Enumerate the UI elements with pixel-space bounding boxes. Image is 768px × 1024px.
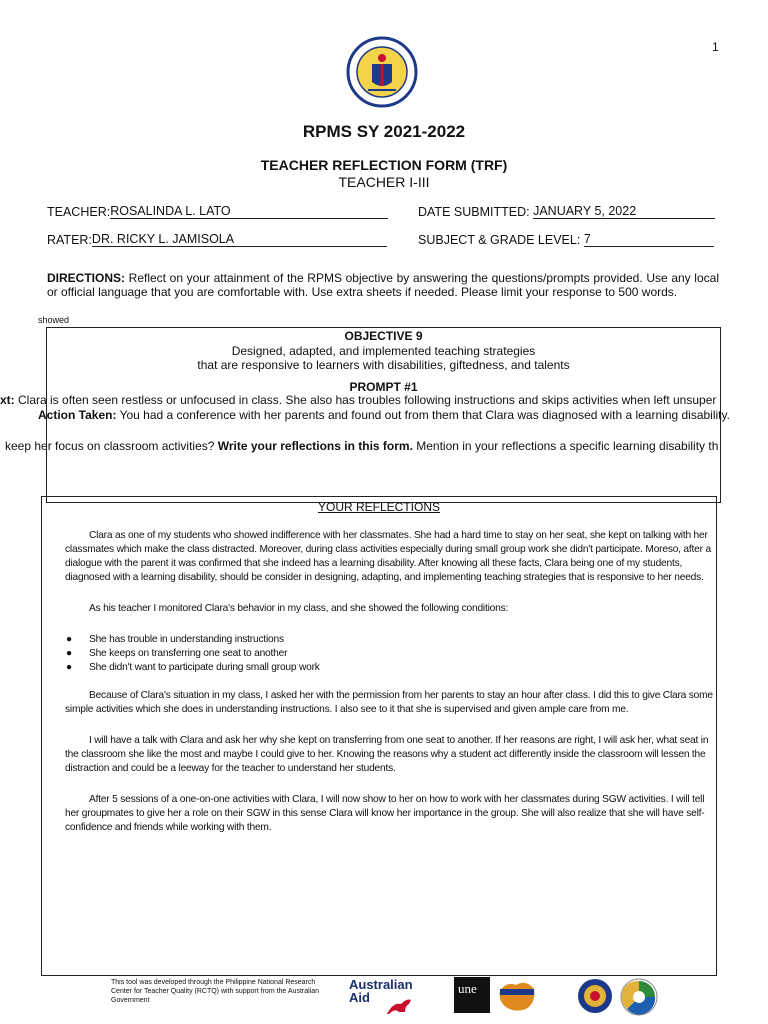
rctq-logo-icon [619,977,659,1017]
context-text: Clara is often seen restless or unfocused in class. She also has troubles following instructions and skips activities when left unsuper [14,393,717,407]
date-value: JANUARY 5, 2022 [533,204,637,218]
teacher-value: ROSALINDA L. LATO [110,204,231,218]
date-submitted-field [418,204,715,219]
action-text: You had a conference with her parents and found out from them that Clara was diagnosed with a learning disability. [116,408,730,422]
reflection-paragraph: I will have a talk with Clara and ask her why she kept on transferring from one seat to another. If her reasons are right, I will ask her, what seat in the classroom she like the most and maybe I could give to her. Knowing the reasons why a student act differently inside the classroom will lessen the distraction and could be a leeway for the teacher to understand her students. [65,735,709,774]
seal-logo-icon [576,977,614,1015]
australian-aid-logo: Australian Aid [349,978,424,1018]
directions [47,271,719,299]
reflections-body [65,529,715,852]
subject-value: 7 [583,232,591,246]
rater-label: RATER: [47,233,92,247]
page-number: 1 [712,40,719,54]
conditions-list [65,633,715,675]
reflection-paragraph: As his teacher I monitored Clara's behavior in my class, and she showed the following conditions: [89,603,509,614]
smerk-map-logo-icon [496,977,538,1015]
context-label: xt: [0,393,15,407]
prompt-question [5,439,768,453]
prompt-heading: PROMPT #1 [349,380,418,394]
reflection-paragraph: Clara as one of my students who showed indifference with her classmates. She had a hard time to stay on her seat, she kept on talking with her classmates which make the class distracted. Moreover, during class activities especially during small group work she didn't participate. Moreso, after a dialogue with the parent it was confirmed that she indeed has a learning disability. After knowing all these facts, Clara being one of my students, diagnosed with a learning disability, should be consider in designing, adapting, and implementing teaching strategies that is responsive to her needs. [65,530,711,583]
bullet-icon: ● [66,662,72,673]
rater-value: DR. RICKY L. JAMISOLA [91,232,235,246]
teacher-field [47,204,388,219]
bullet-icon: ● [66,648,72,659]
reflection-paragraph: Because of Clara's situation in my class, I asked her with the permission from her parents to stay an hour after class. I did this to give Clara some simple activities which she does in understanding instructions. I also see to it that she is supervised and given ample care from me. [65,690,713,715]
une-logo: une [454,977,490,1013]
list-item: ● She didn't want to participate during small group work [66,662,320,673]
list-item: ● She has trouble in understanding instructions [66,634,284,645]
bullet-icon: ● [66,634,72,645]
list-item: ● She keeps on transferring one seat to another [66,648,288,659]
form-title: TEACHER REFLECTION FORM (TRF) [260,157,508,173]
action-label: Action Taken: [38,408,117,422]
directions-text: Reflect on your attainment of the RPMS objective by answering the questions/prompts provided. Use any local or official language that you are comfortable with. Use extra sheets if needed. Please limit your response to 500 words. [47,271,719,299]
kangaroo-icon [385,994,415,1016]
date-label: DATE SUBMITTED: [418,205,530,219]
prompt-action [0,408,768,422]
deped-seal-icon [346,34,418,112]
objective-line-2: that are responsive to learners with disabilities, giftedness, and talents [197,358,570,372]
footer-note: This tool was developed through the Philippine National Research Center for Teacher Quality (RCTQ) with support from the Australian Government [111,979,320,1004]
form-subtitle: TEACHER I-III [338,174,430,190]
question-pre: keep her focus on classroom activities? [5,439,218,453]
prompt-context [0,393,768,407]
directions-label: DIRECTIONS: [47,271,125,285]
question-post: Mention in your reflections a specific learning disability th [412,439,719,453]
objective-heading: OBJECTIVE 9 [344,329,423,343]
teacher-label: TEACHER: [47,205,111,219]
reflections-heading: YOUR REFLECTIONS [317,500,440,514]
rater-field [47,232,387,247]
question-bold: Write your reflections in this form. [217,439,413,453]
stray-word: showed [38,315,70,325]
subject-label: SUBJECT & GRADE LEVEL: [418,233,581,247]
reflections-box [41,496,717,976]
objective-line-1: Designed, adapted, and implemented teaching strategies [231,344,536,358]
page-title: RPMS SY 2021-2022 [302,122,466,141]
subject-grade-field [418,232,714,247]
reflection-paragraph: After 5 sessions of a one-on-one activities with Clara, I will now show to her on how to work with her classmates during SGW activities. I will tell her groupmates to give her a role on their SGW in this sense Clara will know her importance in the group. She will also realize that she will have self-confidence and friends while working with them. [65,794,705,833]
